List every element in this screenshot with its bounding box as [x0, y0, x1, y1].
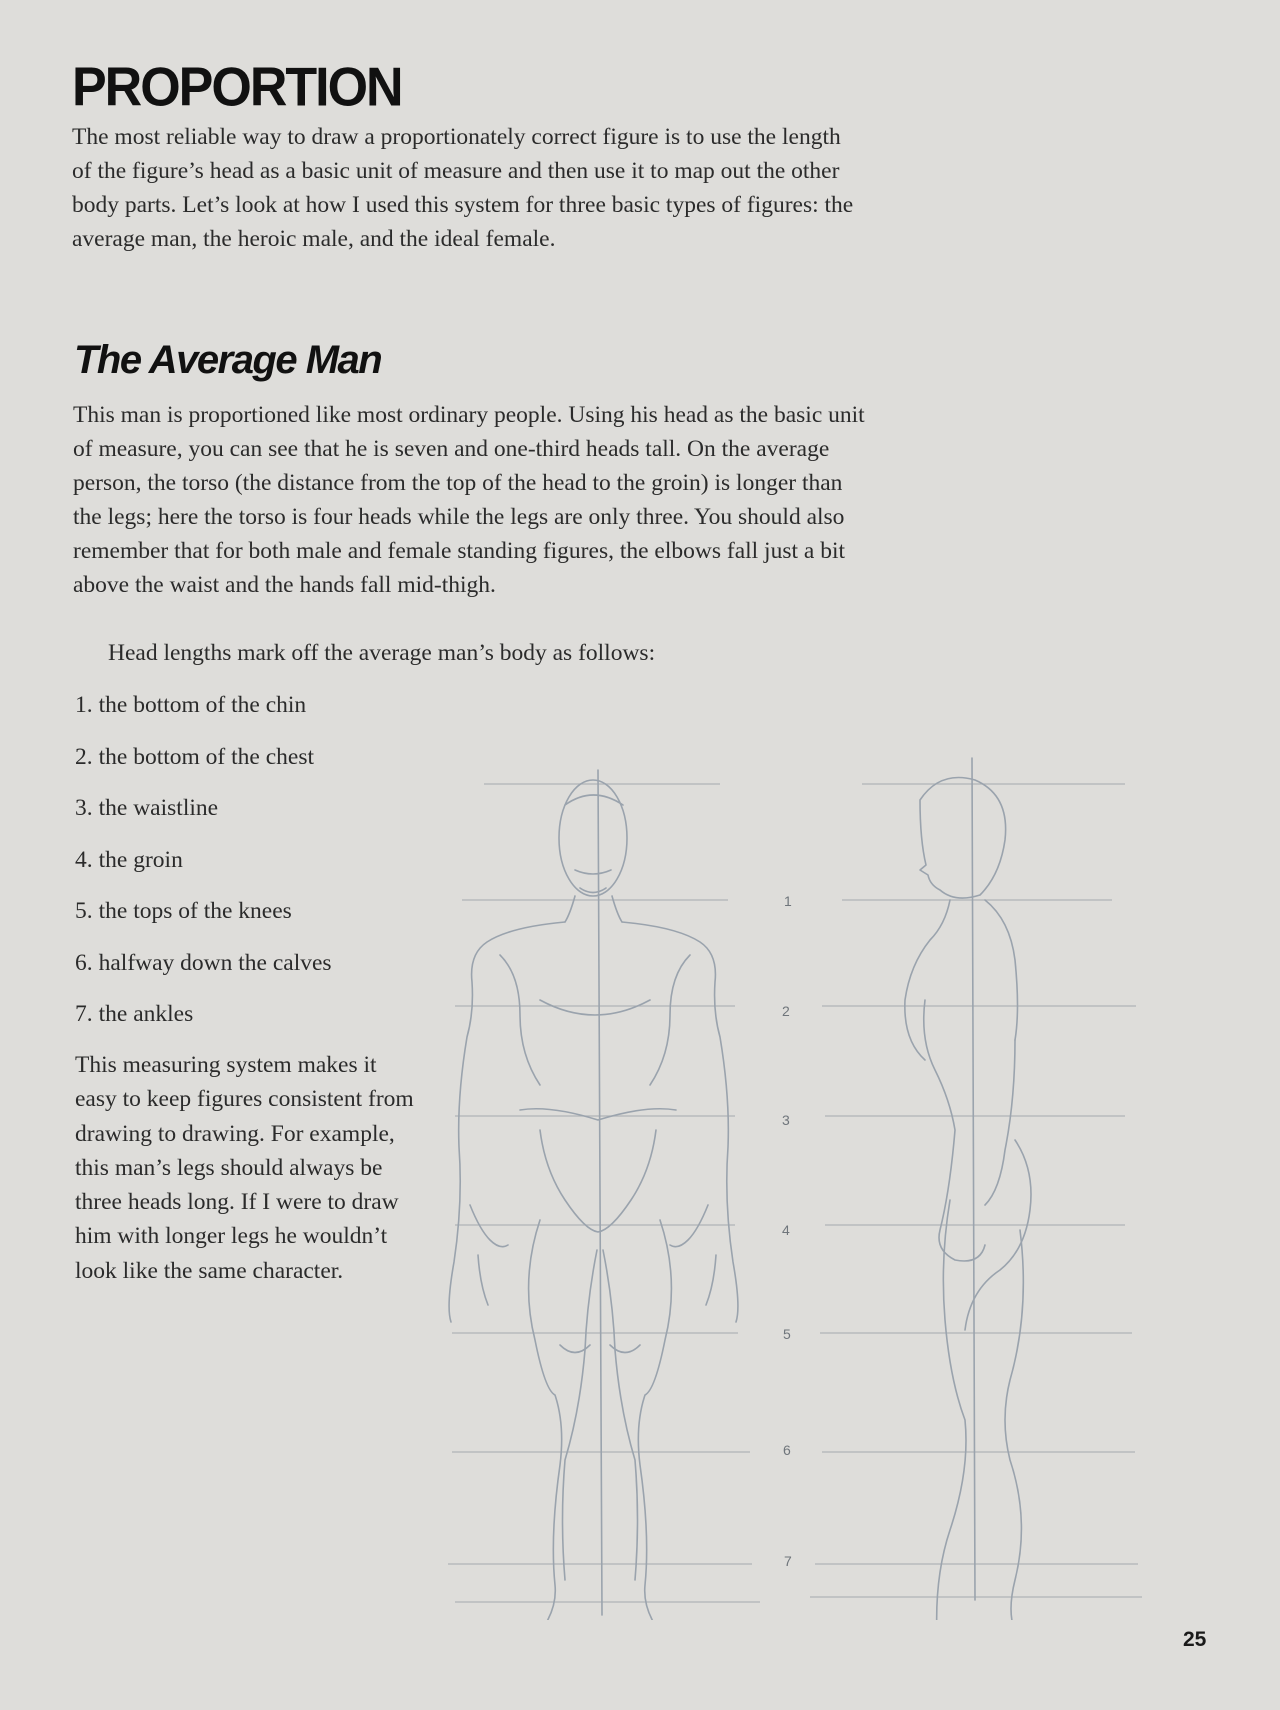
list-item [75, 997, 332, 1049]
head-lengths-list [75, 688, 332, 1049]
ruler-label-5: 5 [783, 1326, 791, 1342]
list-item [75, 688, 332, 740]
closing-paragraph: This measuring system makes it easy to keep figures consistent from drawing to drawing. For example, this man’s legs should always be three heads long. If I were to draw him with longer legs he wouldn’t look like the same character. [75, 1052, 414, 1284]
side-view-figure [890, 758, 1031, 1620]
list-item-text: the groin [98, 846, 183, 873]
list-item [75, 740, 332, 792]
section-paragraph: This man is proportioned like most ordinary people. Using his head as the basic unit of measure, you can see that he is seven and one-third heads tall. On the average person, the torso (the distance from the top of the head to the groin) is longer than the legs; here the torso is four heads while the legs are only three. You should also remember that for both male and female standing figures, the elbows fall just a bit above the waist and the hands fall mid-thigh. [73, 402, 865, 598]
list-item-number: 4. [75, 846, 93, 873]
ruler-label-7: 7 [784, 1553, 792, 1569]
ruler-label-2: 2 [782, 1003, 790, 1019]
list-item-number: 2. [75, 743, 93, 770]
section-title: The Average Man [74, 338, 382, 382]
list-item-text: the bottom of the chin [98, 692, 307, 718]
list-item-text: the waistline [98, 795, 219, 821]
list-item-number: 1. [75, 692, 93, 718]
ruler-label-1: 1 [784, 893, 792, 909]
ruler-label-3: 3 [782, 1112, 790, 1128]
page-number: 25 [1183, 1628, 1207, 1651]
list-item-text: the tops of the knees [98, 898, 292, 924]
list-item-text: the bottom of the chest [98, 743, 314, 770]
ruler-label-6: 6 [783, 1442, 791, 1458]
list-item-text: halfway down the calves [98, 949, 332, 976]
list-item-number: 7. [75, 1001, 93, 1027]
list-item [75, 843, 332, 895]
intro-paragraph: The most reliable way to draw a proportionately correct figure is to use the length of the figure’s head as a basic unit of measure and then use it to map out the other body parts. Let’s look at how I used this system for three basic types of figures: the average man, the heroic male, and the ideal female. [72, 124, 854, 252]
list-item [75, 894, 332, 946]
head-guide-lines [448, 784, 1142, 1602]
list-item-number: 6. [75, 949, 93, 976]
front-view-figure [449, 770, 738, 1620]
proportion-figure-illustration [440, 740, 1160, 1620]
page-title: PROPORTION [72, 57, 402, 118]
list-lead-in: Head lengths mark off the average man’s body as follows: [108, 640, 656, 666]
list-item-text: the ankles [98, 1001, 194, 1027]
list-item [75, 791, 332, 843]
list-item-number: 3. [75, 795, 93, 821]
list-item [75, 946, 332, 998]
ruler-labels [782, 893, 792, 1569]
list-item-number: 5. [75, 898, 93, 924]
ruler-label-4: 4 [782, 1222, 790, 1238]
